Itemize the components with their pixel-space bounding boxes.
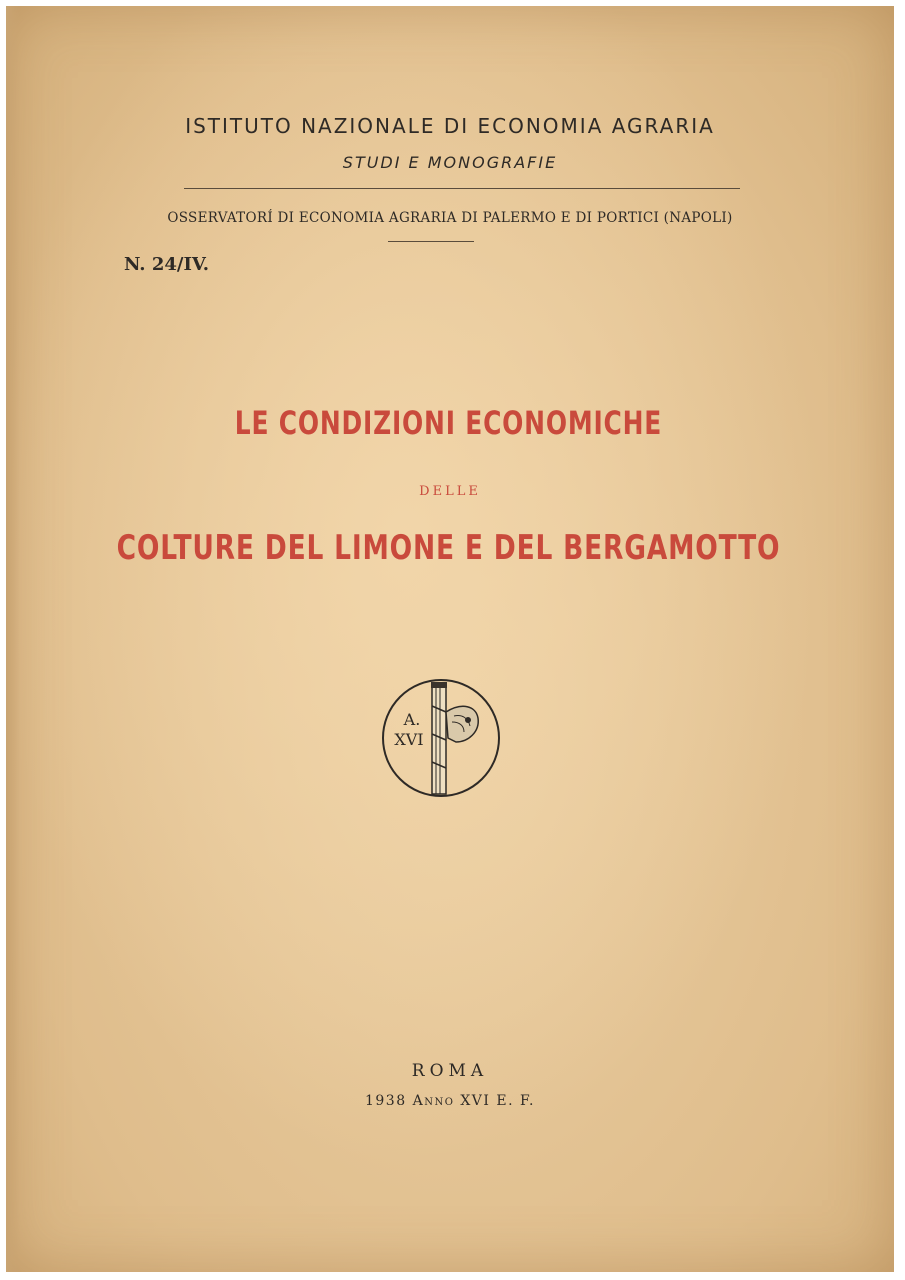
institute-name: ISTITUTO NAZIONALE DI ECONOMIA AGRARIA — [185, 114, 715, 138]
title-line-2: COLTURE DEL LIMONE E DEL BERGAMOTTO — [116, 528, 781, 568]
series-title: STUDI E MONOGRAFIE — [342, 153, 558, 172]
title-connector: DELLE — [419, 484, 481, 499]
emblem-letter: A. — [403, 710, 421, 729]
imprint-anno: Anno — [412, 1093, 455, 1109]
imprint-date — [6, 1093, 894, 1109]
book-cover — [6, 6, 894, 1272]
observatories-line: OSSERVATORÍ DI ECONOMIA AGRARIA DI PALERMO E DI PORTICI (NAPOLI) — [167, 210, 733, 226]
header-divider — [184, 188, 740, 189]
imprint-city: ROMA — [411, 1061, 489, 1081]
emblem-year-numeral: XVI — [394, 730, 424, 749]
imprint-year: 1938 — [364, 1093, 407, 1109]
cover-spine-shadow — [6, 6, 20, 1272]
title-line-1: LE CONDIZIONI ECONOMICHE — [234, 404, 663, 442]
short-divider — [388, 241, 474, 242]
imprint-era: XVI E. F. — [460, 1093, 536, 1109]
volume-number: N. 24/IV. — [124, 254, 209, 275]
